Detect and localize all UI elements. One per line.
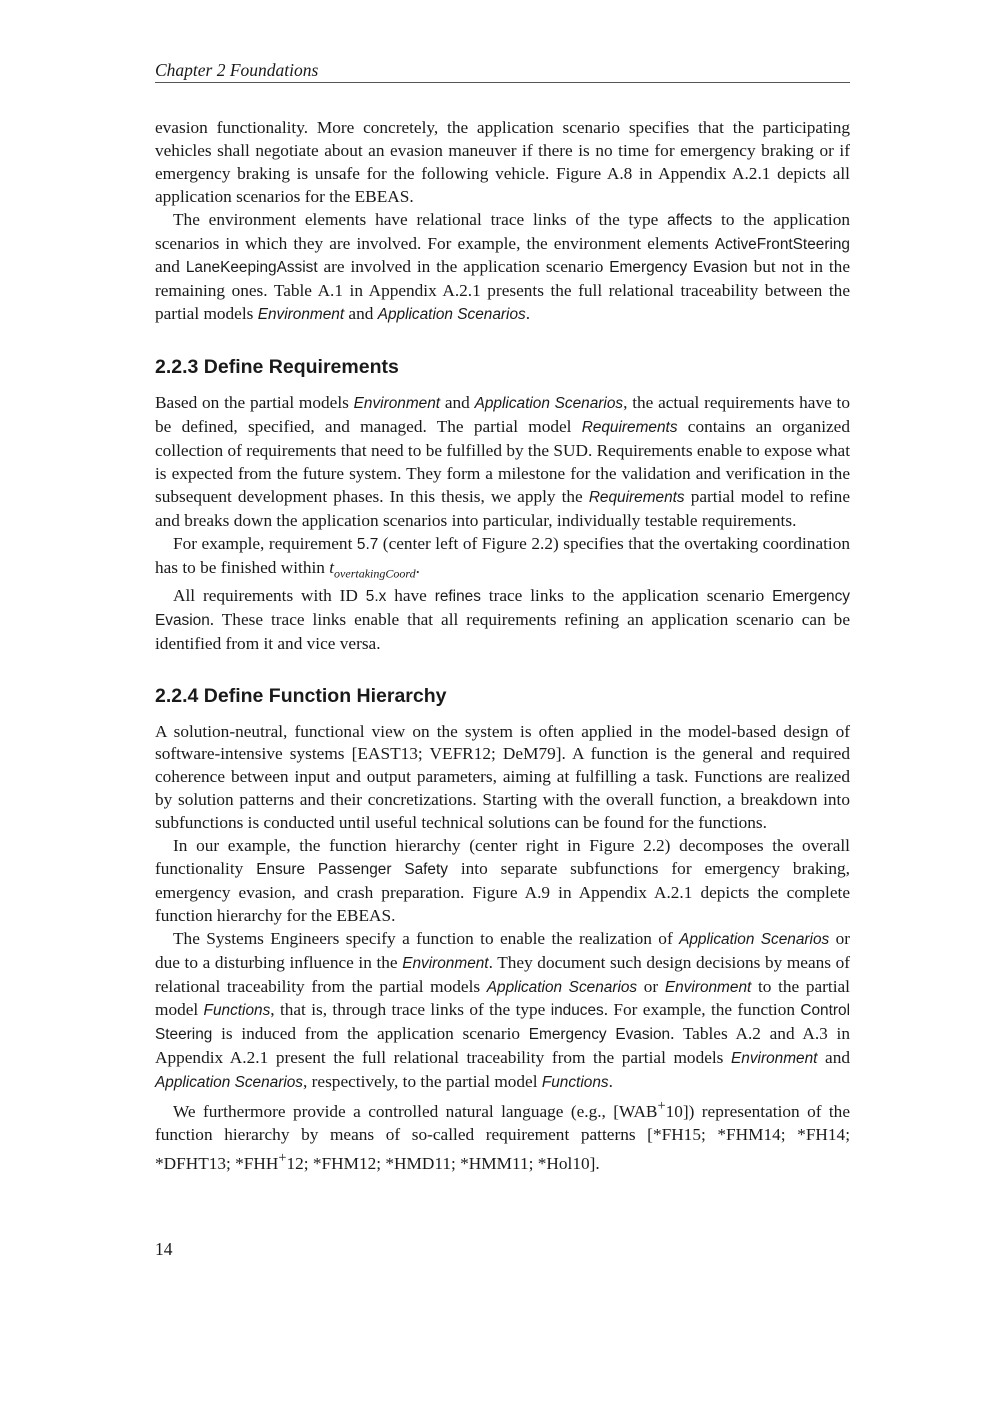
math-subscript: overtakingCoord <box>334 565 416 580</box>
text-span: A solution-neutral, functional view on the system is often applied in the model-based design of software-intensive systems [EAST13; VEFR12; DeM79]. A function is the general and required coherence between input and output parameters, aiming at fulfilling a task. Functions are realized by solution patterns and their concretizations. Starting with the overall function, a breakdown into subfunctions is conducted until useful technical solutions can be found for the functions. <box>155 721 850 833</box>
text-span: to the application scenarios in which they are involved. For example, the environment elements <box>155 209 850 253</box>
body-text <box>155 117 850 1175</box>
term-affects: affects <box>667 211 713 229</box>
text-span: and <box>440 393 475 413</box>
page-number: 14 <box>155 1239 173 1259</box>
term-ensure-passenger-safety: Ensure Passenger Safety <box>256 861 448 879</box>
text-span: . For example, the function <box>603 1000 801 1020</box>
text-span: or <box>637 976 665 996</box>
model-requirements: Requirements <box>581 419 678 437</box>
model-environment: Environment <box>257 306 345 324</box>
text-span: We furthermore provide a controlled natural language (e.g., [WAB <box>173 1101 658 1121</box>
model-application-scenarios: Application Scenarios <box>679 930 830 948</box>
text-span: In our example, the function hierarchy (center right in Figure 2.2) decomposes the overall functionality <box>155 836 850 879</box>
term-lane-keeping-assist: LaneKeepingAssist <box>185 259 318 277</box>
model-functions: Functions <box>203 1002 271 1020</box>
paragraph-function-hierarchy-example <box>155 835 850 928</box>
paragraph-functional-view <box>155 721 850 836</box>
text-span: into separate subfunctions for emergency braking, emergency evasion, and crash preparation. Figure A.9 in Appendix A.2.1 depicts the complete function hierarchy for the EBEAS. <box>155 859 850 925</box>
text-span: trace links to the application scenario <box>480 585 773 605</box>
text-span: have <box>386 585 435 605</box>
term-active-front-steering: ActiveFrontSteering <box>714 235 850 253</box>
model-functions: Functions <box>541 1074 609 1092</box>
term-requirement-id: 5.7 <box>356 535 379 553</box>
text-span: and <box>817 1048 850 1068</box>
term-emergency-evasion: Emergency Evasion <box>528 1026 671 1044</box>
paragraph-refines-links <box>155 585 850 656</box>
term-induces: induces <box>550 1002 604 1020</box>
section-heading-define-function-hierarchy: 2.2.4 Define Function Hierarchy <box>155 684 447 707</box>
text-span: 10]) representation of the function hierarchy by means of so-called requirement patterns [*FH15; *FHM14; *FH14; *DFHT13; *FHH <box>155 1101 850 1173</box>
text-span: to the partial model <box>155 976 850 1020</box>
model-requirements: Requirements <box>588 488 685 506</box>
text-span: is induced from the application scenario <box>212 1024 529 1044</box>
paragraph-requirement-example <box>155 533 850 585</box>
model-environment: Environment <box>402 954 489 972</box>
term-emergency-evasion: Emergency Evasion <box>155 587 850 629</box>
math-symbol: t <box>329 557 335 577</box>
model-application-scenarios: Application Scenarios <box>377 306 526 324</box>
text-span: All requirements with ID <box>173 585 366 605</box>
text-span: evasion functionality. More concretely, the application scenario specifies that the participating vehicles shall negotiate about an evasion maneuver if there is no time for emergency braking or if emergency braking is unsafe for the following vehicle. Figure A.8 in Appendix A.2.1 depicts all application scenarios for the EBEAS. <box>155 118 850 206</box>
text-span: . Tables A.2 and A.3 in Appendix A.2.1 present the full relational traceability from the partial models <box>155 1024 850 1068</box>
text-span: and <box>344 304 378 324</box>
model-environment: Environment <box>731 1050 818 1068</box>
model-environment: Environment <box>353 395 441 413</box>
section-heading-define-requirements: 2.2.3 Define Requirements <box>155 356 399 379</box>
text-span: . They document such design decisions by means of relational traceability from the partial models <box>155 952 850 996</box>
term-refines: refines <box>434 587 481 605</box>
text-span: (center left of Figure 2.2) specifies that the overtaking coordination has to be finished within <box>155 533 850 577</box>
paragraph-environment-trace-links <box>155 209 850 328</box>
text-span: , the actual requirements have to be defined, specified, and managed. The partial model <box>155 393 850 437</box>
running-head: Chapter 2 Foundations <box>155 60 319 80</box>
paragraph-systems-engineers <box>155 928 850 1095</box>
text-span: For example, requirement <box>173 533 357 553</box>
model-application-scenarios: Application Scenarios <box>486 978 638 996</box>
text-span: , respectively, to the partial model <box>303 1072 542 1092</box>
text-span: but not in the remaining ones. Table A.1 in Appendix A.2.1 presents the full relational traceability between the partial models <box>155 257 850 324</box>
text-span: are involved in the application scenario <box>317 257 610 277</box>
text-span: Based on the partial models <box>155 393 354 413</box>
text-span: and <box>155 257 186 277</box>
header-rule <box>155 82 850 83</box>
model-application-scenarios: Application Scenarios <box>155 1074 304 1092</box>
term-emergency-evasion: Emergency Evasion <box>609 259 748 277</box>
text-span: contains an organized collection of requirements that need to be fulfilled by the SUD. Requirements enable to expose what is expected from the future system. They form a milestone for the validation and verification in the subsequent development phases. In this thesis, we apply the <box>155 417 850 506</box>
text-span: . <box>608 1072 613 1092</box>
term-requirement-id: 5.x <box>365 587 387 605</box>
text-span: , that is, through trace links of the type <box>270 1000 551 1020</box>
paragraph-controlled-natural-language <box>155 1095 850 1175</box>
superscript: + <box>278 1149 287 1166</box>
model-application-scenarios: Application Scenarios <box>474 395 624 413</box>
superscript: + <box>657 1098 666 1115</box>
text-span: 12; *FHM12; *HMD11; *HMM11; *Hol10]. <box>286 1153 600 1173</box>
text-span: . <box>525 304 531 324</box>
paragraph-evasion-functionality <box>155 117 850 209</box>
text-span: . These trace links enable that all requirements refining an application scenario can be identified from it and vice versa. <box>155 609 850 653</box>
text-span: The environment elements have relational trace links of the type <box>173 209 668 229</box>
text-span: partial model to refine and breaks down the application scenarios into particular, individually testable requirements. <box>155 486 850 530</box>
text-span: or due to a disturbing influence in the <box>155 928 850 972</box>
paragraph-requirements-intro <box>155 392 850 532</box>
text-span: . <box>415 557 420 577</box>
text-span: The Systems Engineers specify a function to enable the realization of <box>173 928 680 948</box>
model-environment: Environment <box>664 978 752 996</box>
term-control-steering: Control Steering <box>155 1002 850 1044</box>
math-t-overtaking-coord <box>329 557 416 580</box>
